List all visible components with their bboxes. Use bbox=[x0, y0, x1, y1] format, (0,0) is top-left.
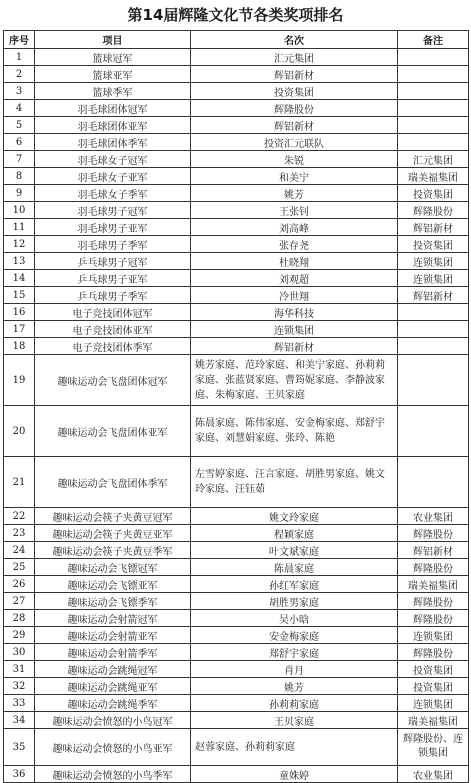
cell-item: 羽毛球男子冠军 bbox=[35, 202, 191, 219]
cell-note: 辉隆股份 bbox=[398, 202, 469, 219]
cell-name: 叶文斌家庭 bbox=[191, 542, 398, 559]
table-header-row bbox=[4, 31, 469, 49]
table-body bbox=[4, 49, 469, 783]
cell-item: 趣味运动会飞盘团体亚军 bbox=[35, 406, 191, 457]
cell-name: 姚文玲家庭 bbox=[191, 508, 398, 525]
cell-item: 篮球亚军 bbox=[35, 66, 191, 83]
cell-note bbox=[398, 321, 469, 338]
cell-item: 趣味运动会射箭冠军 bbox=[35, 610, 191, 627]
cell-note: 投资集团 bbox=[398, 236, 469, 253]
cell-item: 趣味运动会飞盘团体季军 bbox=[35, 457, 191, 508]
cell-item: 趣味运动会飞盘团体冠军 bbox=[35, 355, 191, 406]
cell-note: 辉隆股份 bbox=[398, 610, 469, 627]
cell-name: 刘观超 bbox=[191, 270, 398, 287]
cell-name: 胡胜男家庭 bbox=[191, 593, 398, 610]
cell-index: 23 bbox=[4, 525, 35, 542]
cell-index: 10 bbox=[4, 202, 35, 219]
table-row bbox=[4, 83, 469, 100]
cell-name: 辉隆股份 bbox=[191, 100, 398, 117]
cell-index: 34 bbox=[4, 712, 35, 729]
cell-index: 12 bbox=[4, 236, 35, 253]
cell-item: 趣味运动会射箭季军 bbox=[35, 644, 191, 661]
cell-index: 29 bbox=[4, 627, 35, 644]
cell-item: 羽毛球团体冠军 bbox=[35, 100, 191, 117]
cell-note: 辉隆股份 bbox=[398, 525, 469, 542]
cell-name: 朱锐 bbox=[191, 151, 398, 168]
cell-note bbox=[398, 457, 469, 508]
cell-name: 郑舒宇家庭 bbox=[191, 644, 398, 661]
cell-note: 瑞美福集团 bbox=[398, 712, 469, 729]
cell-index: 8 bbox=[4, 168, 35, 185]
cell-note: 连锁集团 bbox=[398, 695, 469, 712]
cell-note bbox=[398, 83, 469, 100]
cell-item: 趣味运动会飞镖亚军 bbox=[35, 576, 191, 593]
table-row bbox=[4, 644, 469, 661]
cell-index: 2 bbox=[4, 66, 35, 83]
cell-index: 32 bbox=[4, 678, 35, 695]
cell-item: 羽毛球男子季军 bbox=[35, 236, 191, 253]
cell-index: 11 bbox=[4, 219, 35, 236]
cell-name: 辉铝新材 bbox=[191, 66, 398, 83]
col-header-note: 备注 bbox=[398, 31, 469, 49]
cell-index: 19 bbox=[4, 355, 35, 406]
cell-item: 乒乓球男子亚军 bbox=[35, 270, 191, 287]
cell-index: 3 bbox=[4, 83, 35, 100]
table-row bbox=[4, 457, 469, 508]
cell-item: 羽毛球团体季军 bbox=[35, 134, 191, 151]
table-row bbox=[4, 712, 469, 729]
cell-index: 20 bbox=[4, 406, 35, 457]
table-row bbox=[4, 542, 469, 559]
cell-name: 孙莉莉家庭 bbox=[191, 695, 398, 712]
cell-note: 连锁集团 bbox=[398, 627, 469, 644]
cell-note: 辉铝新材 bbox=[398, 542, 469, 559]
cell-item: 趣味运动会跳绳冠军 bbox=[35, 661, 191, 678]
cell-name: 汇元集团 bbox=[191, 49, 398, 66]
cell-note bbox=[398, 406, 469, 457]
cell-item: 羽毛球女子季军 bbox=[35, 185, 191, 202]
table-row bbox=[4, 610, 469, 627]
table-row bbox=[4, 253, 469, 270]
cell-index: 22 bbox=[4, 508, 35, 525]
table-row bbox=[4, 661, 469, 678]
cell-name: 和美宁 bbox=[191, 168, 398, 185]
cell-name: 投资集团 bbox=[191, 83, 398, 100]
cell-index: 5 bbox=[4, 117, 35, 134]
table-row bbox=[4, 185, 469, 202]
cell-index: 7 bbox=[4, 151, 35, 168]
table-row bbox=[4, 117, 469, 134]
cell-note: 汇元集团 bbox=[398, 151, 469, 168]
cell-item: 羽毛球团体亚军 bbox=[35, 117, 191, 134]
cell-name: 陈晨家庭、陈伟家庭、安金梅家庭、郑舒宇家庭、刘慧娟家庭、张玲、陈艳 bbox=[191, 406, 398, 457]
table-row bbox=[4, 287, 469, 304]
table-row bbox=[4, 627, 469, 644]
table-row bbox=[4, 508, 469, 525]
cell-note bbox=[398, 100, 469, 117]
table-row bbox=[4, 678, 469, 695]
cell-name: 程颖家庭 bbox=[191, 525, 398, 542]
cell-index: 4 bbox=[4, 100, 35, 117]
cell-index: 17 bbox=[4, 321, 35, 338]
cell-name: 陈晨家庭 bbox=[191, 559, 398, 576]
cell-index: 24 bbox=[4, 542, 35, 559]
table-row bbox=[4, 219, 469, 236]
cell-item: 趣味运动会飞镖冠军 bbox=[35, 559, 191, 576]
cell-name: 赵蓉家庭、孙莉莉家庭 bbox=[191, 729, 398, 766]
cell-index: 9 bbox=[4, 185, 35, 202]
cell-note bbox=[398, 355, 469, 406]
cell-name: 张存尧 bbox=[191, 236, 398, 253]
cell-index: 35 bbox=[4, 729, 35, 766]
cell-item: 篮球冠军 bbox=[35, 49, 191, 66]
table-row bbox=[4, 525, 469, 542]
cell-note: 连锁集团 bbox=[398, 270, 469, 287]
cell-note bbox=[398, 304, 469, 321]
cell-name: 王张钊 bbox=[191, 202, 398, 219]
table-row bbox=[4, 236, 469, 253]
cell-name: 姚芳 bbox=[191, 185, 398, 202]
cell-index: 6 bbox=[4, 134, 35, 151]
cell-item: 乒乓球男子冠军 bbox=[35, 253, 191, 270]
cell-note bbox=[398, 338, 469, 355]
cell-name: 吴小晗 bbox=[191, 610, 398, 627]
cell-item: 趣味运动会射箭亚军 bbox=[35, 627, 191, 644]
table-row bbox=[4, 66, 469, 83]
table-row bbox=[4, 304, 469, 321]
cell-name: 辉铝新材 bbox=[191, 338, 398, 355]
col-header-index: 序号 bbox=[4, 31, 35, 49]
cell-note: 农业集团 bbox=[398, 766, 469, 783]
cell-name: 海华科技 bbox=[191, 304, 398, 321]
cell-index: 1 bbox=[4, 49, 35, 66]
cell-name: 姚芳 bbox=[191, 678, 398, 695]
cell-index: 26 bbox=[4, 576, 35, 593]
cell-note bbox=[398, 117, 469, 134]
cell-name: 左雪婷家庭、汪言家庭、胡胜男家庭、姚文玲家庭、汪钰茹 bbox=[191, 457, 398, 508]
cell-index: 14 bbox=[4, 270, 35, 287]
cell-index: 13 bbox=[4, 253, 35, 270]
cell-item: 趣味运动会筷子夹黄豆季军 bbox=[35, 542, 191, 559]
cell-item: 乒乓球男子季军 bbox=[35, 287, 191, 304]
cell-note bbox=[398, 49, 469, 66]
cell-note: 辉隆股份 bbox=[398, 593, 469, 610]
cell-note: 辉隆股份 bbox=[398, 559, 469, 576]
cell-note: 农业集团 bbox=[398, 508, 469, 525]
cell-name: 安金梅家庭 bbox=[191, 627, 398, 644]
cell-note: 瑞美福集团 bbox=[398, 576, 469, 593]
table-row bbox=[4, 168, 469, 185]
cell-note bbox=[398, 66, 469, 83]
cell-note: 辉隆股份 bbox=[398, 644, 469, 661]
cell-note: 连锁集团 bbox=[398, 253, 469, 270]
cell-item: 趣味运动会愤怒的小鸟冠军 bbox=[35, 712, 191, 729]
cell-index: 33 bbox=[4, 695, 35, 712]
rankings-table bbox=[3, 30, 469, 783]
col-header-name: 名次 bbox=[191, 31, 398, 49]
cell-note: 辉铝新材 bbox=[398, 219, 469, 236]
cell-index: 18 bbox=[4, 338, 35, 355]
cell-name: 姚芳家庭、范玲家庭、和美宁家庭、孙莉莉家庭、张蓝贤家庭、曹筠妮家庭、李静波家庭、朱梅家庭、王贝家庭 bbox=[191, 355, 398, 406]
cell-name: 辉铝新材 bbox=[191, 117, 398, 134]
page-title: 第14届辉隆文化节各类奖项排名 bbox=[127, 6, 344, 24]
cell-item: 趣味运动会愤怒的小鸟季军 bbox=[35, 766, 191, 783]
cell-item: 电子竞技团体季军 bbox=[35, 338, 191, 355]
cell-index: 30 bbox=[4, 644, 35, 661]
cell-item: 趣味运动会跳绳季军 bbox=[35, 695, 191, 712]
cell-index: 25 bbox=[4, 559, 35, 576]
cell-item: 趣味运动会跳绳亚军 bbox=[35, 678, 191, 695]
cell-index: 28 bbox=[4, 610, 35, 627]
col-header-item: 项目 bbox=[35, 31, 191, 49]
cell-index: 27 bbox=[4, 593, 35, 610]
cell-item: 趣味运动会飞镖季军 bbox=[35, 593, 191, 610]
cell-item: 羽毛球女子亚军 bbox=[35, 168, 191, 185]
cell-note: 投资集团 bbox=[398, 185, 469, 202]
cell-index: 15 bbox=[4, 287, 35, 304]
table-row bbox=[4, 559, 469, 576]
cell-item: 羽毛球女子冠军 bbox=[35, 151, 191, 168]
table-row bbox=[4, 406, 469, 457]
cell-index: 21 bbox=[4, 457, 35, 508]
cell-item: 羽毛球男子亚军 bbox=[35, 219, 191, 236]
cell-note: 辉铝新材 bbox=[398, 287, 469, 304]
cell-name: 肖月 bbox=[191, 661, 398, 678]
table-row bbox=[4, 338, 469, 355]
table-row bbox=[4, 151, 469, 168]
cell-item: 趣味运动会筷子夹黄豆亚军 bbox=[35, 525, 191, 542]
cell-name: 杜晓翔 bbox=[191, 253, 398, 270]
cell-index: 36 bbox=[4, 766, 35, 783]
table-row bbox=[4, 766, 469, 783]
cell-item: 电子竞技团体亚军 bbox=[35, 321, 191, 338]
table-row bbox=[4, 49, 469, 66]
table-row bbox=[4, 593, 469, 610]
cell-note: 投资集团 bbox=[398, 661, 469, 678]
table-row bbox=[4, 202, 469, 219]
cell-note: 辉隆股份、连锁集团 bbox=[398, 729, 469, 766]
cell-item: 趣味运动会愤怒的小鸟亚军 bbox=[35, 729, 191, 766]
cell-name: 冷世翔 bbox=[191, 287, 398, 304]
cell-name: 孙红军家庭 bbox=[191, 576, 398, 593]
cell-name: 刘高峰 bbox=[191, 219, 398, 236]
cell-name: 连锁集团 bbox=[191, 321, 398, 338]
cell-name: 童姝婷 bbox=[191, 766, 398, 783]
table-row bbox=[4, 134, 469, 151]
table-row bbox=[4, 729, 469, 766]
cell-note: 投资集团 bbox=[398, 678, 469, 695]
cell-item: 趣味运动会筷子夹黄豆冠军 bbox=[35, 508, 191, 525]
table-row bbox=[4, 695, 469, 712]
cell-note: 瑞美福集团 bbox=[398, 168, 469, 185]
cell-index: 31 bbox=[4, 661, 35, 678]
table-row bbox=[4, 355, 469, 406]
table-row bbox=[4, 321, 469, 338]
cell-index: 16 bbox=[4, 304, 35, 321]
cell-item: 电子竞技团体冠军 bbox=[35, 304, 191, 321]
cell-name: 王贝家庭 bbox=[191, 712, 398, 729]
table-row bbox=[4, 100, 469, 117]
cell-name: 投资汇元联队 bbox=[191, 134, 398, 151]
table-row bbox=[4, 576, 469, 593]
cell-note bbox=[398, 134, 469, 151]
table-row bbox=[4, 270, 469, 287]
cell-item: 篮球季军 bbox=[35, 83, 191, 100]
